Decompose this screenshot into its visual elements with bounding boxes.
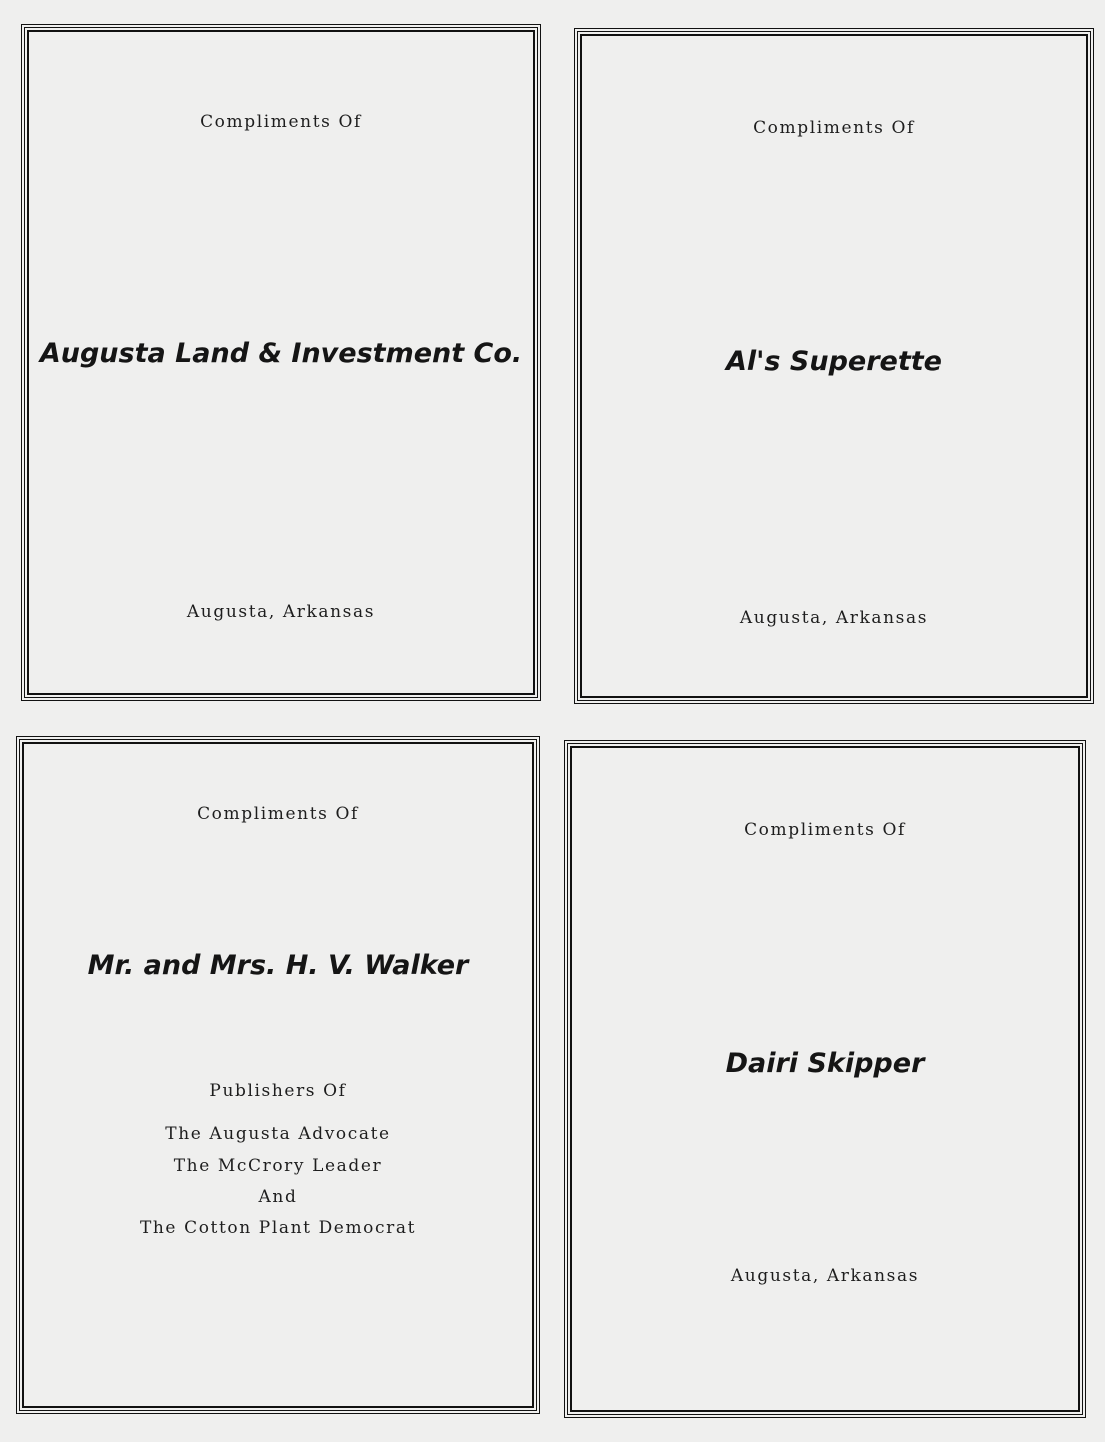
ad-subtitle-text: Publishers Of: [209, 1081, 347, 1101]
ad-walker-publishers: [22, 742, 534, 1408]
ad-compliments-text: Compliments Of: [753, 118, 915, 138]
ad-business-name: Al's Superette: [726, 346, 942, 377]
ad-als-superette: [580, 34, 1088, 698]
ad-compliments-text: Compliments Of: [744, 820, 906, 840]
ad-compliments-text: Compliments Of: [197, 804, 359, 824]
ad-dairi-skipper: [570, 746, 1080, 1412]
ad-business-name: Augusta Land & Investment Co.: [39, 338, 523, 369]
ad-business-name: Mr. and Mrs. H. V. Walker: [87, 950, 469, 981]
ad-location-text: Augusta, Arkansas: [739, 608, 929, 628]
publication-line: And: [258, 1187, 298, 1207]
ad-business-name: Dairi Skipper: [725, 1048, 925, 1079]
publication-line: The McCrory Leader: [173, 1156, 383, 1176]
publication-line: The Cotton Plant Democrat: [139, 1218, 417, 1238]
ad-location-text: Augusta, Arkansas: [186, 602, 376, 622]
ad-augusta-land: [27, 30, 535, 695]
ad-compliments-text: Compliments Of: [200, 112, 362, 132]
publication-line: The Augusta Advocate: [165, 1124, 391, 1144]
ad-location-text: Augusta, Arkansas: [730, 1266, 920, 1286]
